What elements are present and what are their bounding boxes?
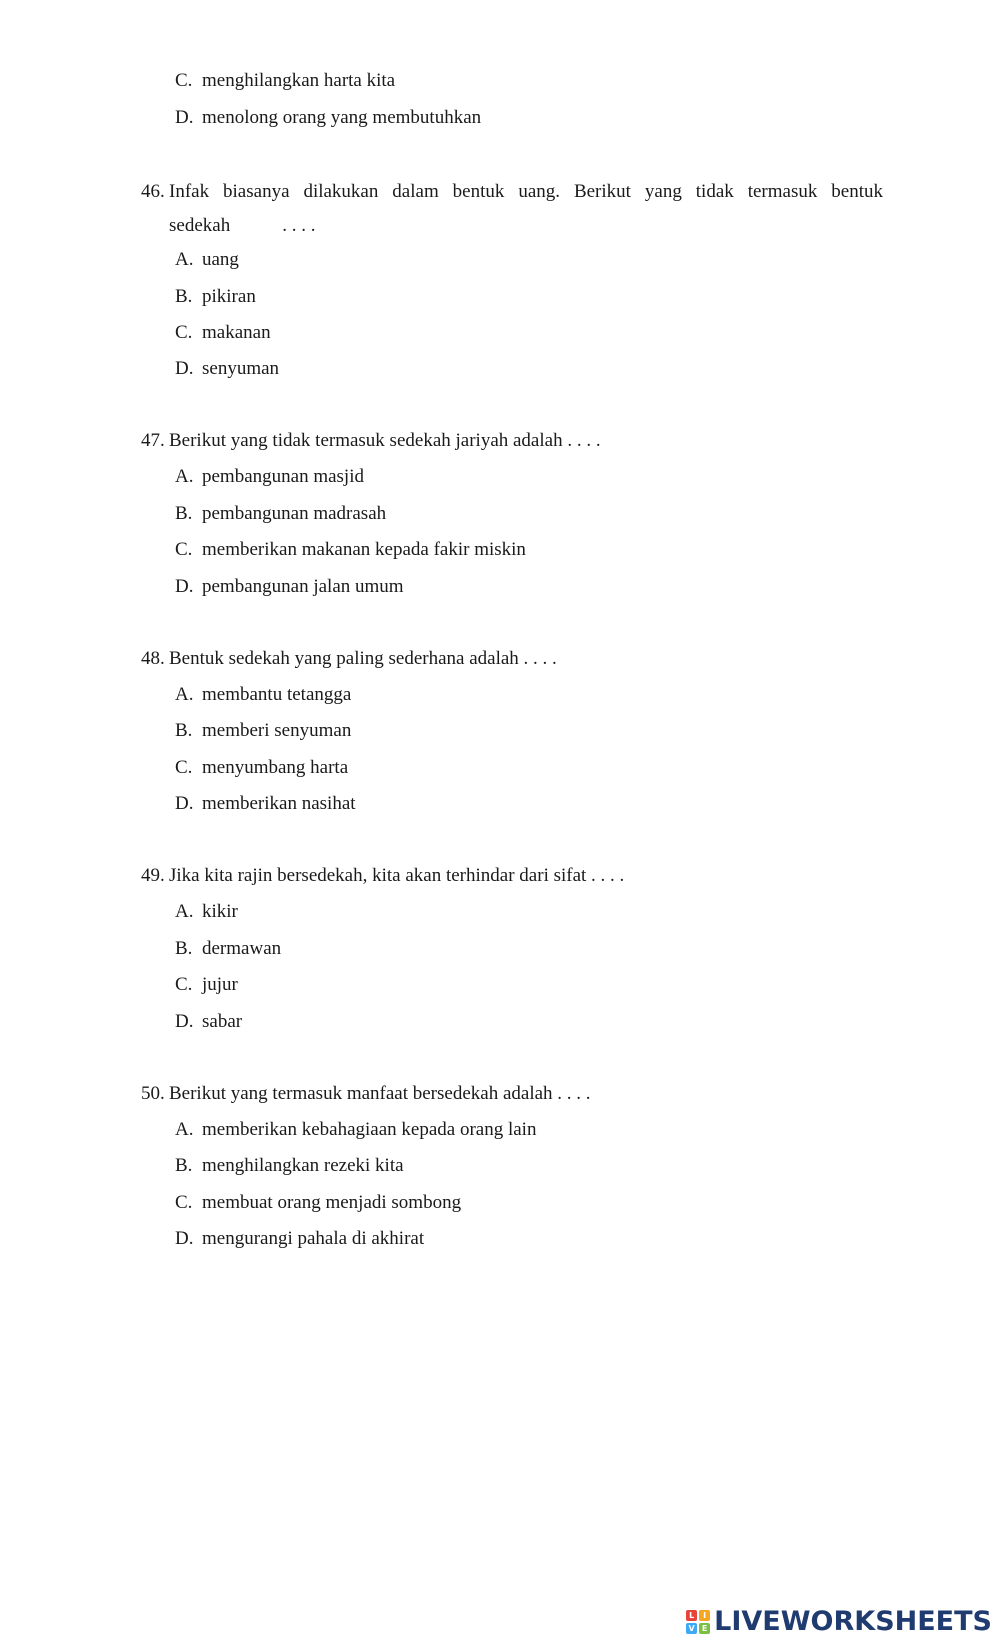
question-48-option-d[interactable] [175, 792, 356, 816]
option-text: uang [202, 249, 239, 270]
question-50-option-d[interactable] [175, 1227, 424, 1251]
option-text: memberikan makanan kepada fakir miskin [202, 539, 526, 560]
logo-mark-letter: L [686, 1610, 697, 1621]
option-text: memberikan kebahagiaan kepada orang lain [202, 1119, 537, 1140]
prev-question-option-d[interactable] [175, 106, 481, 130]
question-47-option-c[interactable] [175, 538, 526, 562]
option-text: memberi senyuman [202, 720, 352, 741]
question-number: 46. [141, 181, 165, 202]
question-text: Berikut yang termasuk manfaat bersedekah adalah . . . . [169, 1083, 591, 1104]
option-text: membantu tetangga [202, 684, 352, 705]
option-text: sabar [202, 1011, 243, 1032]
option-text: senyuman [202, 358, 280, 379]
question-49-option-a[interactable] [175, 900, 238, 924]
question-number: 49. [141, 865, 165, 886]
question-47-stem [141, 429, 883, 453]
option-text: pembangunan madrasah [202, 503, 387, 524]
question-blank: . . . . [282, 215, 316, 236]
option-text: pembangunan masjid [202, 466, 364, 487]
liveworksheets-logo-icon [686, 1610, 710, 1634]
logo-mark-letter: V [686, 1623, 697, 1634]
question-48-option-c[interactable] [175, 756, 348, 780]
option-letter: C. [175, 974, 193, 995]
question-number: 47. [141, 430, 165, 451]
question-50-option-b[interactable] [175, 1154, 404, 1178]
option-text: pembangunan jalan umum [202, 576, 404, 597]
question-49-option-c[interactable] [175, 973, 238, 997]
question-48-option-a[interactable] [175, 683, 351, 707]
option-letter: A. [175, 1119, 194, 1140]
option-letter: C. [175, 1192, 193, 1213]
question-49-stem [141, 864, 883, 888]
option-letter: A. [175, 684, 194, 705]
question-number: 50. [141, 1083, 165, 1104]
question-number: 48. [141, 648, 165, 669]
option-text: jujur [202, 974, 238, 995]
question-text-word: sedekah [169, 215, 231, 236]
option-text: menyumbang harta [202, 757, 349, 778]
option-text: menghilangkan harta kita [202, 70, 396, 91]
option-letter: D. [175, 107, 194, 128]
question-50-option-c[interactable] [175, 1191, 461, 1215]
option-letter: B. [175, 938, 193, 959]
option-letter: A. [175, 466, 194, 487]
option-letter: A. [175, 249, 194, 270]
option-letter: B. [175, 720, 193, 741]
liveworksheets-logo-text: LIVEWORKSHEETS [714, 1606, 992, 1637]
question-47-option-d[interactable] [175, 575, 404, 599]
option-letter: C. [175, 70, 193, 91]
option-text: membuat orang menjadi sombong [202, 1192, 462, 1213]
question-46-stem [141, 180, 883, 238]
option-text: menolong orang yang membutuhkan [202, 107, 482, 128]
question-text-line2 [169, 214, 883, 238]
question-46-option-a[interactable] [175, 248, 239, 272]
option-letter: D. [175, 793, 194, 814]
option-letter: B. [175, 1155, 193, 1176]
option-text: menghilangkan rezeki kita [202, 1155, 404, 1176]
option-letter: D. [175, 1011, 194, 1032]
option-letter: C. [175, 539, 193, 560]
option-letter: A. [175, 901, 194, 922]
question-text: Bentuk sedekah yang paling sederhana adalah . . . . [169, 648, 557, 669]
prev-question-option-c[interactable] [175, 69, 395, 93]
option-text: memberikan nasihat [202, 793, 356, 814]
option-letter: B. [175, 503, 193, 524]
option-text: kikir [202, 901, 238, 922]
question-49-option-d[interactable] [175, 1010, 242, 1034]
option-letter: D. [175, 358, 194, 379]
question-50-option-a[interactable] [175, 1118, 536, 1142]
question-text: Berikut yang tidak termasuk sedekah jariyah adalah . . . . [169, 430, 601, 451]
question-46-option-b[interactable] [175, 285, 256, 309]
option-letter: D. [175, 1228, 194, 1249]
question-48-option-b[interactable] [175, 719, 351, 743]
question-50-stem [141, 1082, 883, 1106]
option-text: makanan [202, 322, 271, 343]
logo-mark-letter: I [699, 1610, 710, 1621]
question-text: Infak biasanya dilakukan dalam bentuk uang. Berikut yang tidak termasuk bentuk [169, 181, 883, 202]
option-letter: C. [175, 322, 193, 343]
question-46-option-d[interactable] [175, 357, 279, 381]
question-48-stem [141, 647, 883, 671]
liveworksheets-logo [686, 1607, 992, 1637]
logo-mark-letter: E [699, 1623, 710, 1634]
option-text: dermawan [202, 938, 282, 959]
question-46-option-c[interactable] [175, 321, 271, 345]
option-letter: C. [175, 757, 193, 778]
question-49-option-b[interactable] [175, 937, 281, 961]
question-text: Jika kita rajin bersedekah, kita akan terhindar dari sifat . . . . [169, 865, 625, 886]
option-letter: B. [175, 286, 193, 307]
question-47-option-a[interactable] [175, 465, 364, 489]
option-letter: D. [175, 576, 194, 597]
option-text: mengurangi pahala di akhirat [202, 1228, 425, 1249]
option-text: pikiran [202, 286, 256, 307]
question-47-option-b[interactable] [175, 502, 386, 526]
